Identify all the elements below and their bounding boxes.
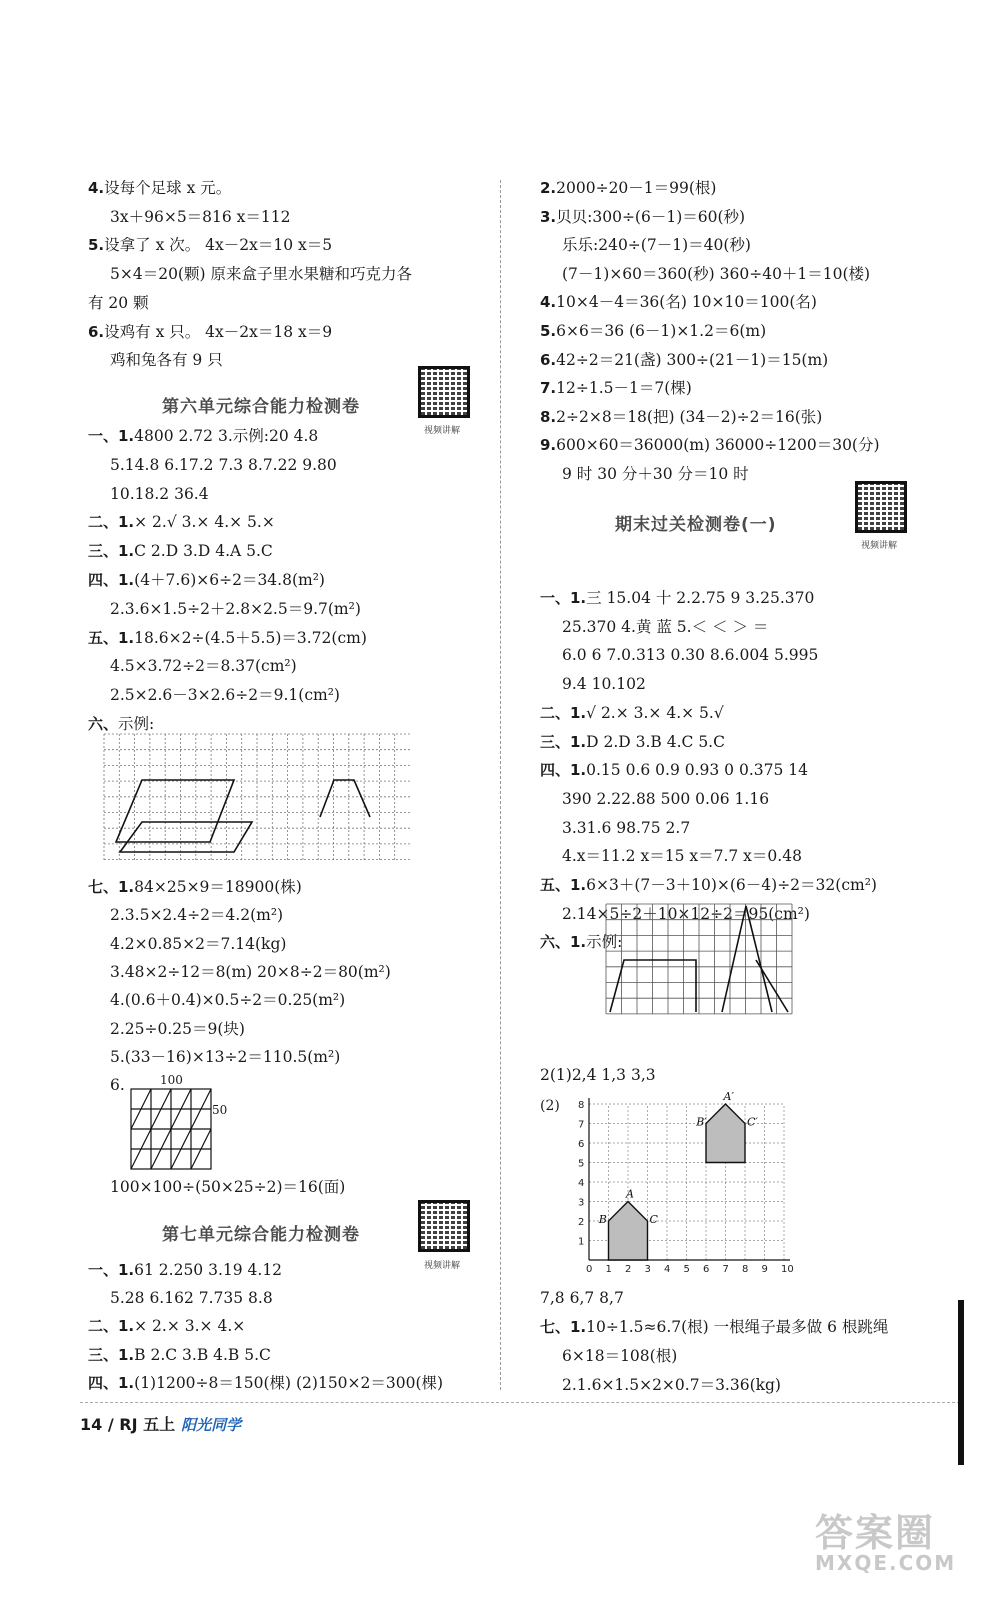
answer-text: 4.(0.6＋0.4)×0.5÷2＝0.25(m²) — [110, 991, 346, 1010]
y-tick-label: 1 — [578, 1236, 585, 1248]
answer-line — [88, 207, 291, 227]
item-number: 五、1. — [540, 876, 587, 894]
answer-line — [540, 818, 690, 838]
answer-text: (1)1200÷8＝150(棵) (2)150×2＝300(棵) — [134, 1373, 444, 1392]
y-tick-label: 2 — [578, 1217, 585, 1228]
answer-line — [540, 789, 769, 809]
item-number: 四、1. — [88, 571, 135, 589]
answer-text: 贝贝:300÷(6－1)＝60(秒) — [556, 207, 746, 226]
answer-line — [88, 293, 149, 313]
answer-text: 2÷2×8＝18(把) (34－2)÷2＝16(张) — [556, 407, 823, 426]
answer-line — [88, 934, 286, 954]
item-number: 六、 — [88, 715, 119, 733]
answer-line — [88, 1288, 273, 1308]
point-label: C — [649, 1212, 658, 1226]
answer-text: 5×4＝20(颗) 原来盒子里水果糖和巧克力各 — [110, 265, 412, 284]
answer-line — [88, 990, 345, 1010]
answer-text: 3x＋96×5＝816 x＝112 — [110, 207, 291, 226]
answer-line — [540, 264, 870, 284]
answer-line — [88, 1019, 245, 1039]
answer-text: 4.x＝11.2 x＝15 x＝7.7 x＝0.48 — [562, 847, 802, 866]
x-tick-label: 8 — [742, 1264, 749, 1275]
answer-line — [88, 1075, 125, 1095]
answer-text: × 2.√ 3.× 4.× 5.× — [134, 513, 275, 532]
answer-line — [540, 875, 877, 895]
answer-text: 乐乐:240÷(7－1)＝40(秒) — [562, 236, 751, 255]
answer-text: 6×3＋(7－3＋10)×(6－4)÷2＝32(cm²) — [586, 876, 877, 894]
rectangle-flag-figure — [130, 1088, 212, 1170]
item-number: 二、1. — [88, 513, 135, 532]
answer-text: 2.1.6×1.5×2×0.7＝3.36(kg) — [562, 1376, 781, 1394]
answer-line — [540, 235, 751, 255]
answer-line — [540, 321, 766, 341]
answer-text: 9.4 10.102 — [562, 675, 646, 694]
answer-text: 25.370 4.黄 蓝 5.＜ ＜ ＞ ＝ — [562, 617, 769, 636]
qr-code-icon[interactable] — [855, 481, 907, 533]
answer-line: 100×100÷(50×25÷2)＝16(面) — [110, 1178, 346, 1196]
answer-line — [88, 178, 231, 198]
answer-text: 5.(33－16)×13÷2＝110.5(m²) — [110, 1047, 341, 1066]
item-number: 一、1. — [540, 589, 587, 607]
answer-text: 有 20 颗 — [88, 293, 149, 312]
watermark — [815, 1502, 956, 1575]
answer-text: 设每个足球 x 元。 — [104, 179, 232, 197]
page-edge-mark — [958, 1300, 964, 1465]
answer-text: 2.3.6×1.5÷2＋2.8×2.5＝9.7(m²) — [110, 599, 361, 618]
answer-text: 6×18＝108(根) — [562, 1347, 678, 1365]
section6-title: 第六单元综合能力检测卷 — [162, 397, 360, 417]
brand-logo: 阳光同学 — [181, 1416, 242, 1434]
answer-line — [88, 322, 332, 342]
item-number: 7. — [540, 379, 557, 398]
answer-line — [88, 1345, 271, 1365]
trapezoid-shape — [320, 780, 370, 817]
item-number: 三、1. — [88, 1345, 135, 1364]
item-number: 一、1. — [88, 1261, 135, 1279]
column-divider — [500, 180, 501, 1390]
y-tick-label: 5 — [578, 1158, 585, 1170]
answer-text: 6.0 6 7.0.313 0.30 8.6.004 5.995 — [562, 646, 819, 665]
answer-line: 7,8 6,7 8,7 — [540, 1289, 624, 1307]
answer-text: 6×6＝36 (6－1)×1.2＝6(m) — [556, 322, 767, 340]
item-number: 七、1. — [88, 878, 135, 896]
answer-text: 10÷1.5≈6.7(根) 一根绳子最多做 6 根跳绳 — [586, 1318, 889, 1336]
answer-text: 2.14×5÷2＋10×12÷2＝95(cm²) — [562, 904, 810, 923]
answer-line — [88, 350, 223, 370]
answer-line — [88, 877, 302, 897]
answer-line — [88, 426, 318, 446]
point-label: A′ — [723, 1090, 735, 1104]
x-tick-label: 5 — [683, 1264, 690, 1275]
answer-text: 42÷2＝21(盏) 300÷(21－1)＝15(m) — [556, 350, 829, 369]
x-tick-label: 2 — [625, 1264, 632, 1275]
answer-line — [88, 1316, 245, 1336]
item-number: 9. — [540, 436, 557, 455]
answer-line — [88, 905, 283, 925]
answer-line — [540, 1317, 888, 1337]
answer-line — [540, 207, 745, 227]
answer-line — [88, 235, 332, 255]
answer-line — [88, 484, 209, 504]
qr-code-icon[interactable] — [418, 1200, 470, 1252]
item-number: 六、1. — [540, 933, 587, 952]
item-number: 5. — [88, 236, 105, 255]
answer-text: 三 15.04 十 2.2.75 9 3.25.370 — [586, 589, 815, 607]
answer-line — [540, 732, 725, 752]
x-tick-label: 7 — [722, 1264, 729, 1275]
answer-text: 5.28 6.162 7.735 8.8 — [110, 1289, 273, 1308]
x-tick-label: 9 — [761, 1264, 768, 1275]
item-number: 二、1. — [88, 1317, 135, 1336]
answer-text: × 2.× 3.× 4.× — [134, 1317, 246, 1336]
answer-line — [540, 846, 802, 866]
answer-line — [88, 455, 337, 475]
x-tick-label: 10 — [781, 1264, 794, 1275]
answer-text: 4800 2.72 3.示例:20 4.8 — [134, 427, 319, 445]
x-tick-label: 1 — [605, 1264, 612, 1275]
answer-text: 2000÷20－1＝99(根) — [556, 179, 717, 197]
footer-rule — [80, 1402, 960, 1403]
answer-text: 390 2.22.88 500 0.06 1.16 — [562, 789, 770, 808]
answer-text: C 2.D 3.D 4.A 5.C — [134, 542, 273, 561]
answer-text: 示例: — [586, 933, 623, 952]
answer-line — [88, 628, 367, 648]
watermark-url: MXQE.COM — [815, 1551, 957, 1575]
answer-line — [88, 1373, 443, 1393]
fig-label-50: 50 — [212, 1103, 228, 1117]
answer-line — [88, 714, 154, 734]
answer-line — [88, 570, 325, 590]
answer-text: 18.6×2÷(4.5＋5.5)＝3.72(cm) — [134, 628, 367, 647]
point-label: B′ — [696, 1115, 707, 1129]
answer-text: D 2.D 3.B 4.C 5.C — [586, 732, 725, 751]
answer-text: 示例: — [118, 715, 155, 733]
grid-figure-trapezoids — [604, 902, 794, 1016]
answer-line — [88, 541, 273, 561]
answer-text: 10×4－4＝36(名) 10×10＝100(名) — [556, 293, 817, 312]
item-number: 一、1. — [88, 427, 135, 445]
answer-text: 600×60＝36000(m) 36000÷1200＝30(分) — [556, 436, 880, 455]
answer-line — [88, 962, 391, 982]
qr-caption: 视频讲解 — [861, 541, 898, 551]
item-number: 三、1. — [540, 732, 587, 751]
point-label: A — [626, 1187, 635, 1201]
qr-caption: 视频讲解 — [424, 426, 461, 436]
answer-line — [540, 1375, 781, 1395]
item-number: 四、1. — [540, 761, 587, 780]
answer-text: 鸡和兔各有 9 只 — [110, 351, 223, 370]
answer-text: (7－1)×60＝360(秒) 360÷40＋1＝10(楼) — [562, 264, 871, 283]
x-tick-label: 3 — [644, 1264, 651, 1275]
answer-line — [88, 685, 340, 705]
x-tick-label: 6 — [703, 1264, 710, 1275]
answer-text: 设拿了 x 次。 4x－2x＝10 x＝5 — [104, 236, 333, 255]
answer-text: 10.18.2 36.4 — [110, 484, 209, 503]
answer-line — [540, 645, 818, 665]
answer-text: 3.31.6 98.75 2.7 — [562, 818, 691, 837]
grid-figure-parallelograms — [102, 732, 412, 862]
q2-part-label: (2) — [540, 1098, 560, 1114]
answer-line — [88, 1260, 282, 1280]
answer-line — [540, 378, 692, 398]
page-footer — [80, 1412, 241, 1435]
answer-line — [540, 1346, 677, 1366]
answer-line — [540, 292, 817, 312]
answer-line — [540, 760, 808, 780]
y-tick-label: 6 — [578, 1139, 585, 1150]
item-number: 四、1. — [88, 1373, 135, 1392]
item-number: 3. — [540, 207, 557, 226]
item-number: 三、1. — [88, 542, 135, 561]
house-shape-original — [609, 1202, 648, 1261]
x-tick-label: 0 — [586, 1264, 593, 1275]
x-tick-label: 4 — [664, 1264, 671, 1275]
answer-line — [88, 264, 412, 284]
coordinate-grid — [565, 1090, 795, 1280]
item-number: 4. — [88, 179, 105, 197]
answer-line: 2(1)2,4 1,3 3,3 — [540, 1066, 656, 1084]
house-shape-translated — [706, 1104, 745, 1163]
parallelogram-shape — [120, 822, 252, 852]
answer-line — [88, 599, 361, 619]
answer-text: B 2.C 3.B 4.B 5.C — [134, 1345, 271, 1364]
answer-line — [88, 512, 275, 532]
answer-line — [540, 407, 822, 427]
final1-title: 期末过关检测卷(一) — [615, 515, 777, 535]
point-label: C′ — [746, 1115, 758, 1129]
y-tick-label: 3 — [578, 1197, 585, 1209]
answer-line — [88, 656, 297, 676]
item-number: 6. — [540, 350, 557, 369]
answer-line — [540, 617, 768, 637]
section7-title: 第七单元综合能力检测卷 — [162, 1225, 360, 1245]
answer-text: 4.2×0.85×2＝7.14(kg) — [110, 934, 287, 953]
item-number: 五、1. — [88, 628, 135, 647]
item-number: 8. — [540, 407, 557, 426]
y-tick-label: 7 — [578, 1119, 585, 1131]
answer-text: 2.5×2.6－3×2.6÷2＝9.1(cm²) — [110, 686, 340, 705]
answer-line — [540, 464, 749, 484]
answer-text: 5.14.8 6.17.2 7.3 8.7.22 9.80 — [110, 455, 337, 474]
answer-text: 2.25÷0.25＝9(块) — [110, 1019, 245, 1038]
answer-line — [88, 1047, 340, 1067]
page-number: 14 / RJ 五上 — [80, 1415, 176, 1434]
answer-text: 3.48×2÷12＝8(m) 20×8÷2＝80(m²) — [110, 962, 391, 981]
qr-code-icon[interactable] — [418, 366, 470, 418]
point-label: B — [598, 1212, 607, 1226]
answer-text: 61 2.250 3.19 4.12 — [134, 1261, 283, 1279]
answer-line — [540, 350, 828, 370]
item-number: 4. — [540, 293, 557, 312]
answer-text: 4.5×3.72÷2＝8.37(cm²) — [110, 657, 297, 676]
y-tick-label: 4 — [578, 1178, 585, 1189]
item-number: 6. — [88, 322, 105, 341]
watermark-text: 答案圈 — [815, 1511, 936, 1555]
item-number: 七、1. — [540, 1318, 587, 1336]
answer-text: 12÷1.5－1＝7(棵) — [556, 379, 692, 398]
answer-line — [540, 435, 880, 455]
answer-text: 6. — [110, 1076, 125, 1095]
answer-text: 84×25×9＝18900(株) — [134, 878, 302, 896]
answer-text: (4＋7.6)×6÷2＝34.8(m²) — [134, 571, 325, 589]
fig-label-100: 100 — [160, 1073, 183, 1087]
item-number: 2. — [540, 179, 557, 197]
answer-line — [540, 703, 724, 723]
answer-line — [540, 588, 814, 608]
qr-caption: 视频讲解 — [424, 1261, 461, 1271]
answer-text: 设鸡有 x 只。 4x－2x＝18 x＝9 — [104, 322, 333, 341]
item-number: 二、1. — [540, 703, 587, 722]
answer-line — [540, 674, 646, 694]
y-tick-label: 8 — [578, 1100, 585, 1111]
answer-text: 0.15 0.6 0.9 0.93 0 0.375 14 — [586, 761, 808, 780]
answer-line — [540, 178, 716, 198]
answer-text: 2.3.5×2.4÷2＝4.2(m²) — [110, 906, 284, 925]
item-number: 5. — [540, 322, 557, 340]
answer-text: √ 2.× 3.× 4.× 5.√ — [586, 703, 724, 722]
answer-text: 9 时 30 分＋30 分＝10 时 — [562, 465, 749, 483]
